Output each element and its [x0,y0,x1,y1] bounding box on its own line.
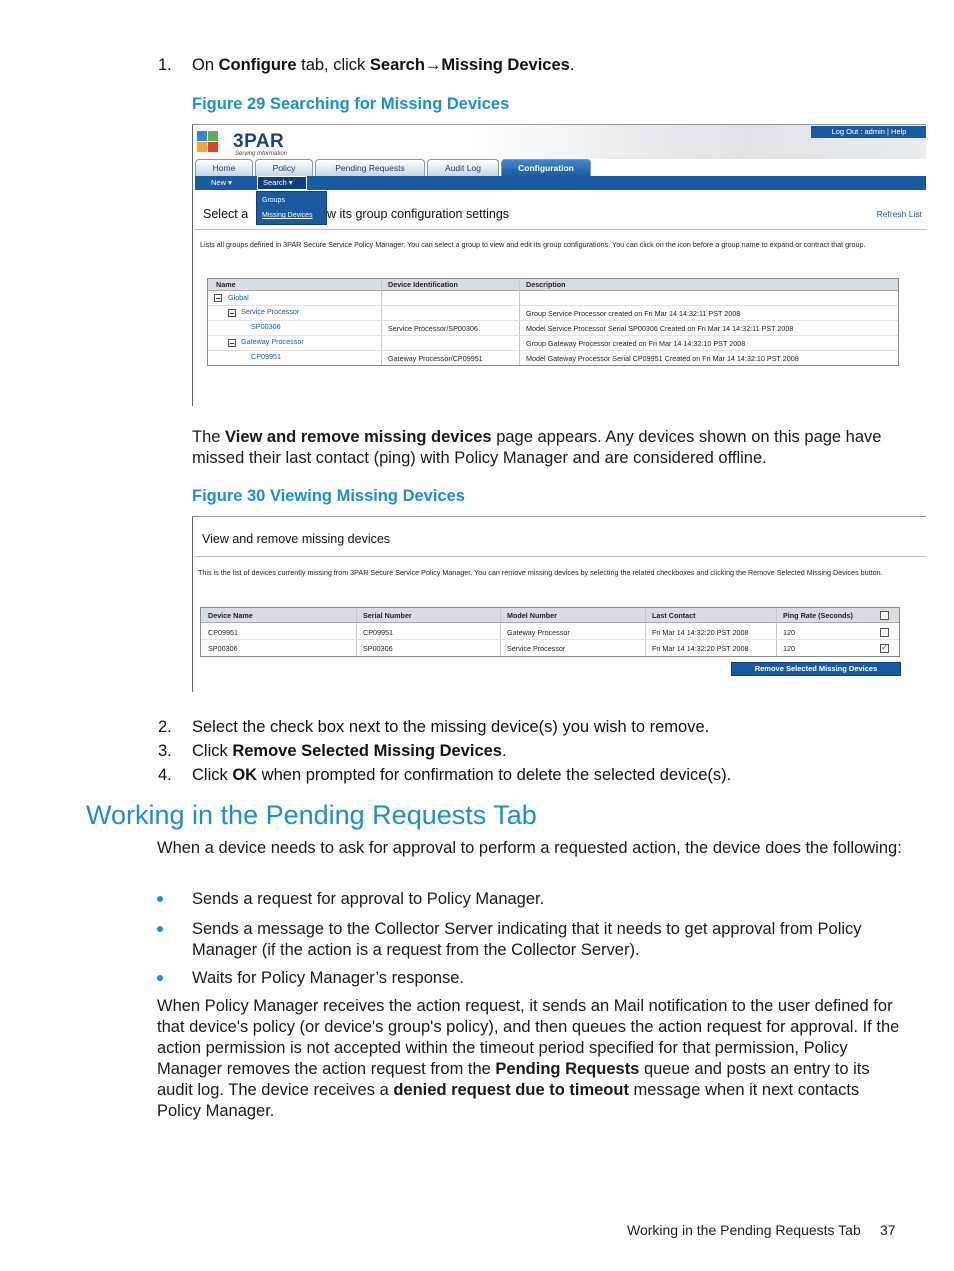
collapse-icon[interactable] [228,339,236,347]
page-heading-left: Select a [203,207,249,221]
step-number: 1. [158,56,172,74]
row-divider [208,320,898,321]
col-last-contact: Last Contact [652,611,696,620]
table-cell: SP00306 [363,644,393,653]
column-divider [381,279,382,365]
table-cell: Service Processor [507,644,566,653]
screenshot-searching-missing-devices [192,124,926,406]
tab-audit-log[interactable]: Audit Log [427,159,499,176]
list-item: Sends a message to the Collector Server indicating that it needs to get approval from Policy Manager (if the action is a request from the Collector Server). [192,920,862,959]
tab-pending-requests[interactable]: Pending Requests [315,159,425,176]
table-cell: Group Gateway Processor created on Fri Mar 14 14:32:10 PST 2008 [526,339,746,348]
table-cell: Fri Mar 14 14:32:20 PST 2008 [652,628,749,637]
bullet-icon [157,896,163,902]
logo-icon [197,142,207,152]
tab-home[interactable]: Home [195,159,253,176]
col-ping-rate: Ping Rate (Seconds) [783,611,853,620]
menu-item-missing-devices[interactable]: Missing Devices [262,212,313,219]
step-number: 2. [158,718,172,736]
col-description: Description [526,280,566,289]
tree-item-global[interactable]: Global [228,293,249,302]
col-device-name: Device Name [208,611,253,620]
col-model-number: Model Number [507,611,557,620]
table-cell: Group Service Processor created on Fri Mar 14 14:32:11 PST 2008 [526,309,741,318]
column-divider [645,608,646,656]
table-cell: Gateway Processor [507,628,570,637]
tree-item-gateway-processor[interactable]: Gateway Processor [241,337,304,346]
footer-title: Working in the Pending Requests Tab [627,1222,861,1238]
tab-configuration[interactable]: Configuration [501,159,591,176]
collapse-icon[interactable] [228,309,236,317]
column-divider [776,608,777,656]
col-serial-number: Serial Number [363,611,412,620]
divider [195,556,926,557]
col-device-identification: Device Identification [388,280,458,289]
row-divider [208,305,898,306]
table-header [208,279,898,291]
chevron-down-icon: ▾ [228,178,232,187]
chevron-down-icon: ▾ [288,178,293,187]
table-header [201,608,899,623]
column-divider [356,608,357,656]
page-description: Lists all groups defined in 3PAR Secure Service Policy Manager. You can select a group to view and edit its group configurations. You can click on the icon before a group name to expand or contract that group. [200,240,866,249]
tree-item-sp00306[interactable]: SP00306 [251,322,281,331]
logout-help-link[interactable]: Log Out : admin | Help [811,126,926,138]
groups-table [207,278,899,366]
view-page-paragraph: The View and remove missing devices page appears. Any devices shown on this page have missed their last contact (ping) with Policy Manager and are considered offline. [192,428,882,467]
table-cell: SP00306 [208,644,238,653]
sub-nav [195,176,926,190]
step-4-text: Click OK when prompted for confirmation to delete the selected device(s). [192,766,732,784]
table-cell: 120 [783,644,795,653]
nav-search-menu[interactable]: Search ▾ [257,176,307,190]
table-cell: CP09951 [363,628,393,637]
page-number: 37 [880,1222,896,1238]
step-number: 3. [158,742,172,760]
row-checkbox[interactable] [880,628,889,637]
missing-devices-table [200,607,900,657]
column-divider [500,608,501,656]
table-cell: Gateway Processor/CP09951 [388,354,483,363]
logo-icon [197,131,207,141]
page-heading: View and remove missing devices [202,532,391,546]
divider [195,229,926,230]
page-description: This is the list of devices currently missing from 3PAR Secure Service Policy Manager. You can remove missing devices by selecting the related checkboxes and clicking the Remove Selected Missing Devices button. [198,568,883,577]
remove-selected-missing-devices-button[interactable]: Remove Selected Missing Devices [731,662,901,676]
row-checkbox[interactable] [880,644,889,653]
screenshot-viewing-missing-devices [192,516,926,692]
figure-30-caption: Figure 30 Viewing Missing Devices [192,487,465,505]
table-cell: CP09951 [208,628,238,637]
nav-new-menu[interactable]: New ▾ [211,178,232,187]
table-cell: Fri Mar 14 14:32:20 PST 2008 [652,644,749,653]
table-cell: 120 [783,628,795,637]
table-cell: Service Processor/SP00306 [388,324,478,333]
bullet-icon [157,975,163,981]
step-number: 4. [158,766,172,784]
tree-item-service-processor[interactable]: Service Processor [241,307,300,316]
app-header [193,125,926,159]
page-heading-right: w its group configuration settings [327,207,510,221]
tree-item-cp09951[interactable]: CP09951 [251,352,281,361]
logo-subtitle: Serving Information [235,151,288,157]
bullet-icon [157,926,163,932]
list-item: Waits for Policy Manager’s response. [192,969,465,987]
list-item: Sends a request for approval to Policy Manager. [192,890,545,908]
logo-icon [208,142,218,152]
figure-29-caption: Figure 29 Searching for Missing Devices [192,95,510,113]
column-divider [519,279,520,365]
select-all-checkbox[interactable] [880,611,889,620]
step-2-text: Select the check box next to the missing device(s) you wish to remove. [192,718,710,736]
collapse-icon[interactable] [214,294,222,302]
row-divider [208,350,898,351]
table-cell: Model Gateway Processor Serial CP09951 Created on Fri Mar 14 14:32:10 PST 2008 [526,354,799,363]
section-intro: When a device needs to ask for approval to perform a requested action, the device does the following: [157,839,902,857]
tab-policy[interactable]: Policy [255,159,313,176]
table-cell: Model Service Processor Serial SP00306 Created on Fri Mar 14 14:32:11 PST 2008 [526,324,794,333]
row-divider [208,335,898,336]
section-paragraph: When Policy Manager receives the action request, it sends an Mail notification to the user defined for that device's policy (or device's group's policy), and then queues the action request for approval. If the action permission is not accepted within the timeout period specified for that permission, Policy Manager removes the action request from the Pending Requests queue and posts an entry to its audit log. The device receives a denied request due to timeout message when it next contacts Policy Manager. [157,997,900,1120]
refresh-list-link[interactable]: Refresh List [876,209,922,219]
section-title: Working in the Pending Requests Tab [86,800,537,830]
menu-item-groups[interactable]: Groups [262,197,285,204]
step-1-text: On Configure tab, click Search→Missing Devices. [192,56,575,74]
step-3-text: Click Remove Selected Missing Devices. [192,742,507,760]
logo-text: 3PAR [233,131,285,152]
col-name: Name [216,280,236,289]
search-dropdown [256,191,327,225]
row-divider [201,639,899,640]
logo-icon [208,131,218,141]
